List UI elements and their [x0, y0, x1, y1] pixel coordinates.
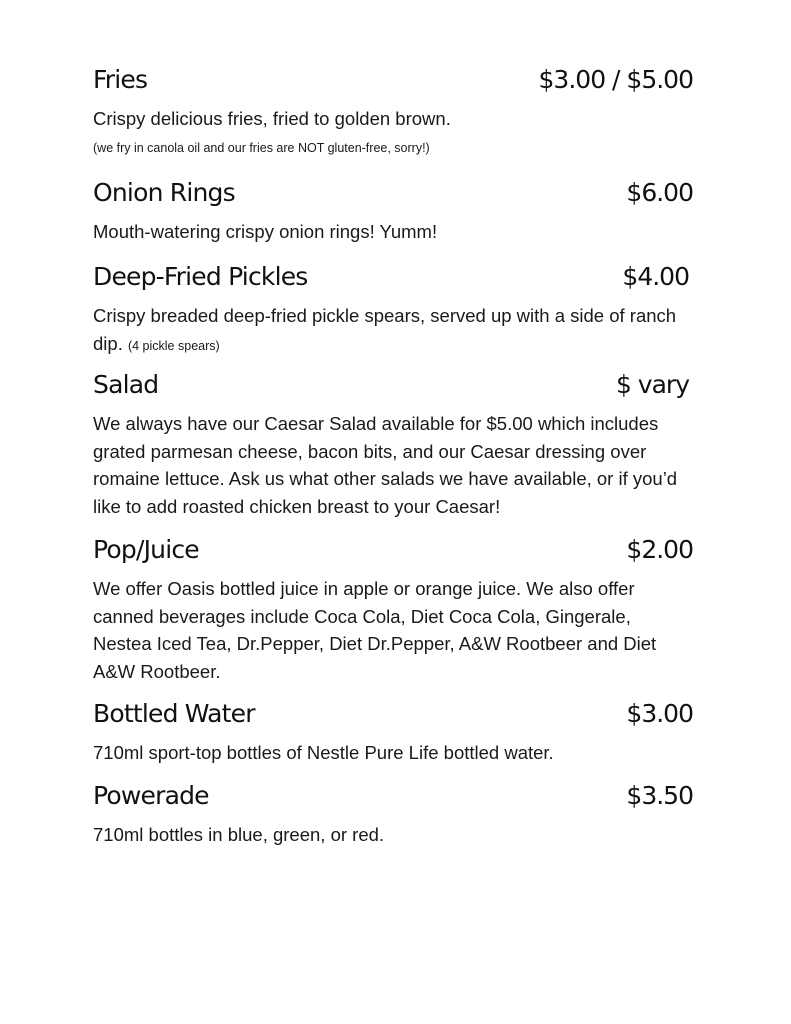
menu-item-fries — [93, 65, 693, 157]
item-price: $3.50 — [626, 781, 693, 810]
item-description: 710ml sport-top bottles of Nestle Pure Life bottled water. — [93, 742, 554, 763]
menu-item-deep-fried-pickles — [93, 262, 693, 357]
menu-item-onion-rings — [93, 178, 693, 246]
item-price: $2.00 — [626, 535, 693, 564]
item-price: $ vary — [615, 370, 689, 399]
item-name: Deep-Fried Pickles — [93, 262, 308, 291]
item-description-text: Crispy breaded deep-fried pickle spears, served up with a side of ranch dip. — [93, 305, 677, 354]
item-note: (4 pickle spears) — [127, 338, 220, 353]
menu-item-pop-juice — [93, 535, 693, 685]
item-description — [93, 302, 693, 357]
item-price: $3.00 — [626, 699, 693, 728]
item-name: Bottled Water — [93, 699, 255, 728]
item-price: $6.00 — [626, 178, 693, 207]
item-description: Mouth-watering crispy onion rings! Yumm! — [93, 221, 438, 242]
menu-item-powerade — [93, 781, 693, 849]
item-note: (we fry in canola oil and our fries are NOT gluten-free, sorry!) — [93, 140, 430, 155]
item-name: Salad — [93, 370, 159, 399]
item-name: Powerade — [93, 781, 209, 810]
menu-item-salad — [93, 370, 693, 520]
item-description: Crispy delicious fries, fried to golden brown. — [93, 108, 451, 129]
item-description: We always have our Caesar Salad available for $5.00 which includes grated parmesan cheese, bacon bits, and our Caesar dressing over romaine lettuce. Ask us what other salads we have available, or if you’d like to add roasted chicken breast to your Caesar! — [93, 413, 678, 517]
item-price: $4.00 — [622, 262, 689, 291]
item-name: Pop/Juice — [93, 535, 199, 564]
item-description: 710ml bottles in blue, green, or red. — [93, 824, 385, 845]
item-description: We offer Oasis bottled juice in apple or orange juice. We also offer canned beverages include Coca Cola, Diet Coca Cola, Gingerale, Nestea Iced Tea, Dr.Pepper, Diet Dr.Pepper, A&W Rootbeer and Diet A&W Rootbeer. — [93, 578, 657, 682]
item-name: Fries — [93, 65, 148, 94]
item-price: $3.00 / $5.00 — [538, 65, 693, 94]
item-name: Onion Rings — [93, 178, 235, 207]
menu-item-bottled-water — [93, 699, 693, 767]
